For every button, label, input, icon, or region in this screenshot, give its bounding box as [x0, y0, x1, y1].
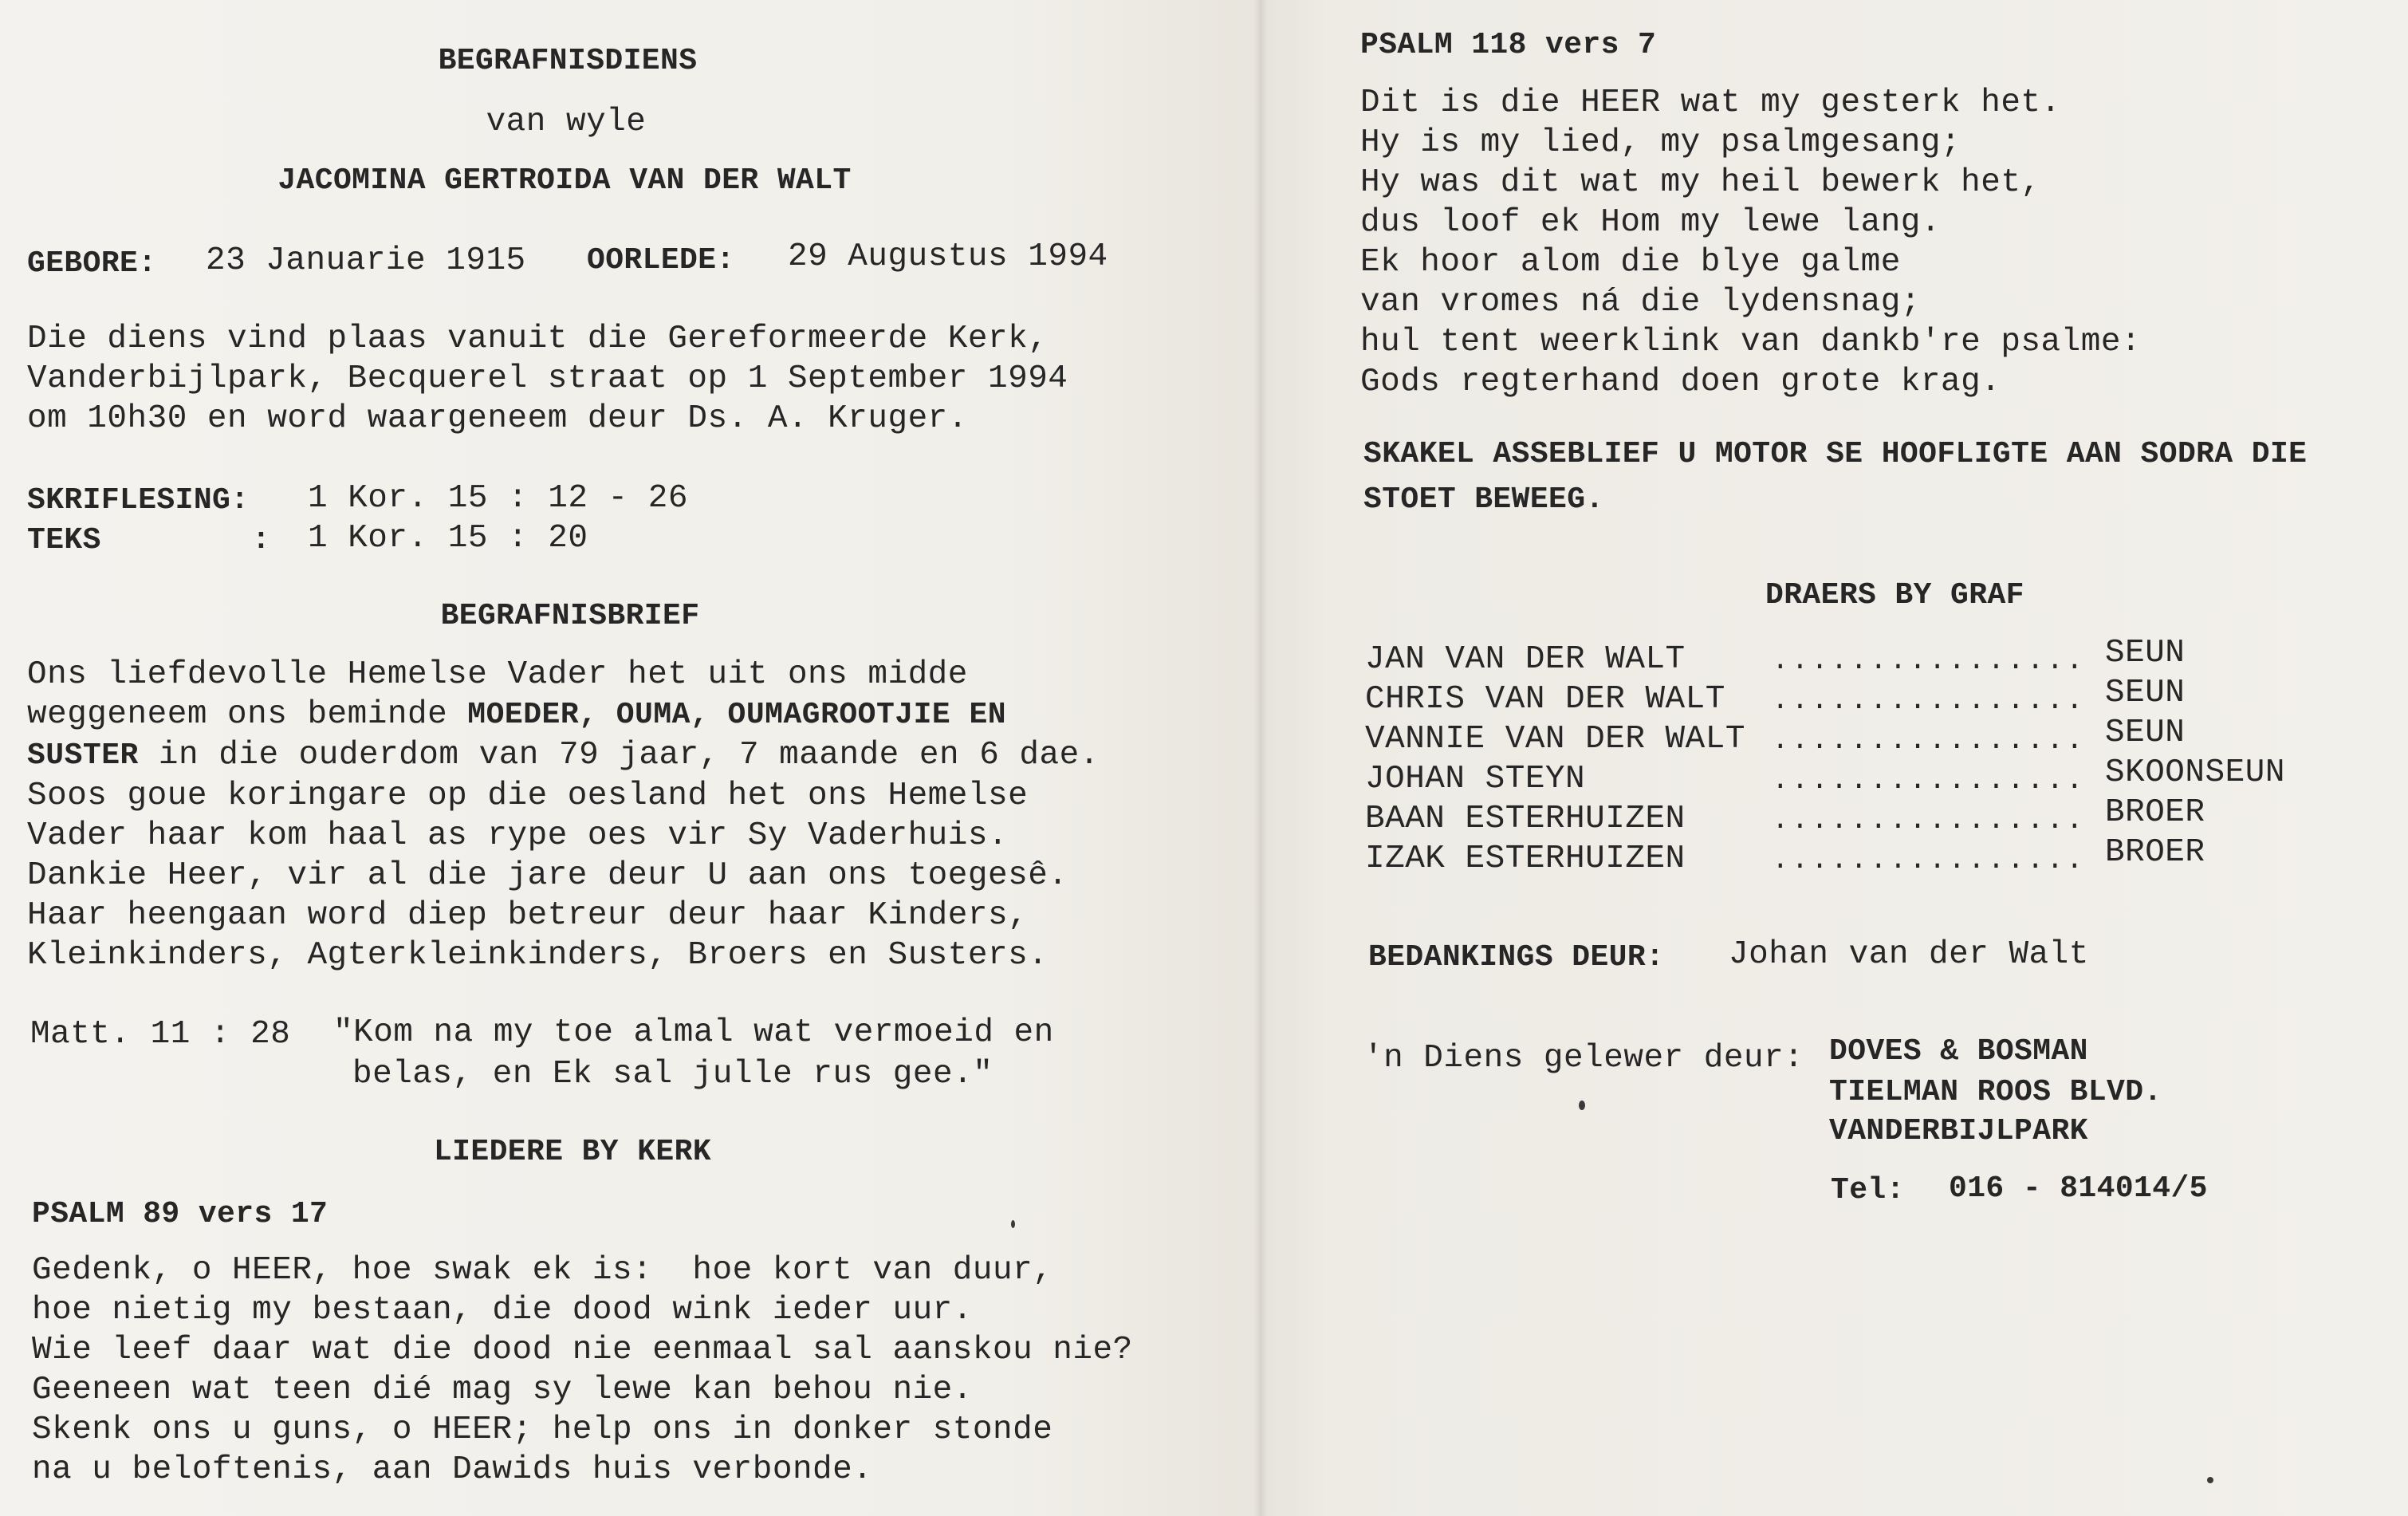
letter-line: Ons liefdevolle Hemelse Vader het uit ons midde — [27, 656, 968, 693]
verse-reference: Matt. 11 : 28 — [30, 1016, 291, 1053]
undertaker-name: DOVES & BOSMAN — [1829, 1034, 2088, 1069]
psalm-line: Wie leef daar wat die dood nie eenmaal sal aanskou nie? — [32, 1332, 1133, 1368]
undertaker-street: TIELMAN ROOS BLVD. — [1829, 1075, 2162, 1109]
letter-heading: BEGRAFNISBRIEF — [440, 599, 700, 633]
headlights-notice: SKAKEL ASSEBLIEF U MOTOR SE HOOFLIGTE AAN SODRA DIE — [1363, 437, 2308, 471]
service-line: Vanderbijlpark, Becquerel straat op 1 September 1994 — [27, 360, 1068, 397]
psalm-line: Hy is my lied, my psalmgesang; — [1360, 124, 1961, 161]
psalm-line: hoe nietig my bestaan, die dood wink ieder uur. — [32, 1292, 973, 1329]
funeral-letter — [27, 655, 1100, 975]
songs-heading: LIEDERE BY KERK — [433, 1135, 712, 1169]
verse-line: belas, en Ek sal julle rus gee." — [352, 1056, 993, 1093]
psalm-line: dus loof ek Hom my lewe lang. — [1360, 204, 1942, 241]
bearer-relation: SEUN — [2105, 715, 2186, 751]
dot-leader: ................ — [1772, 804, 2086, 837]
service-by-label: 'n Diens gelewer deur: — [1363, 1040, 1804, 1077]
bearer-names — [1365, 640, 1745, 879]
letter-text: in die ouderdom van 79 jaar, 7 maande en 6 dae. — [138, 737, 1100, 774]
psalm-line: Ek hoor alom die blye galme — [1360, 244, 1901, 281]
paper-speck — [2207, 1477, 2213, 1483]
dot-leader: ................ — [1772, 764, 2086, 797]
letter-text: weggeneem ons beminde — [27, 696, 468, 733]
dot-leader: ................ — [1772, 724, 2086, 757]
psalm-line: Dit is die HEER wat my gesterk het. — [1360, 85, 2061, 121]
service-line: om 10h30 en word waargeneem deur Ds. A. Kruger. — [27, 400, 968, 437]
psalm-line: na u beloftenis, aan Dawids huis verbonde. — [32, 1451, 873, 1488]
bearer-name: BAAN ESTERHUIZEN — [1365, 801, 1686, 837]
bearer-relation: SEUN — [2105, 675, 2186, 711]
bearer-name: JAN VAN DER WALT — [1365, 641, 1686, 678]
letter-emphasis: MOEDER, OUMA, OUMAGROOTJIE EN — [467, 698, 1007, 732]
psalm-heading: PSALM 89 vers 17 — [32, 1197, 329, 1231]
dot-leader: ................ — [1772, 644, 2086, 677]
text-value: 1 Kor. 15 : 20 — [308, 520, 588, 557]
dot-leader: ................ — [1772, 844, 2086, 876]
right-page — [1260, 0, 2408, 1516]
letter-line: Haar heengaan word diep betreur deur haar Kinders, — [27, 897, 1029, 934]
paper-speck — [1579, 1101, 1585, 1110]
paper-speck — [1011, 1220, 1015, 1228]
born-date: 23 Januarie 1915 — [206, 242, 526, 279]
psalm-line: hul tent weerklink van dankb're psalme: — [1360, 324, 2142, 360]
psalm-line: Gedenk, o HEER, hoe swak ek is: hoe kort van duur, — [32, 1252, 1053, 1289]
psalm-text — [1360, 83, 2141, 402]
psalm-line: Skenk ons u guns, o HEER; help ons in donker stonde — [32, 1412, 1053, 1448]
thanks-name: Johan van der Walt — [1729, 936, 2089, 973]
headlights-notice: STOET BEWEEG. — [1363, 482, 1604, 517]
bearer-relation: BROER — [2105, 834, 2205, 871]
letter-emphasis: SUSTER — [27, 738, 139, 773]
letter-line: Vader haar kom haal as rype oes vir Sy Vaderhuis. — [27, 817, 1009, 854]
psalm-line: Gods regterhand doen grote krag. — [1360, 364, 2001, 400]
thanks-label: BEDANKINGS DEUR: — [1368, 940, 1665, 975]
bearer-relation: SEUN — [2105, 635, 2186, 671]
letter-line: Soos goue koringare op die oesland het ons Hemelse — [27, 778, 1029, 814]
bearers-heading: DRAERS BY GRAF — [1765, 578, 2024, 612]
bearer-name: CHRIS VAN DER WALT — [1365, 681, 1725, 718]
letter-line: Kleinkinders, Agterkleinkinders, Broers en Susters. — [27, 937, 1049, 974]
psalm-text — [32, 1250, 1133, 1490]
bearer-name: IZAK ESTERHUIZEN — [1365, 841, 1686, 877]
dot-leader: ................ — [1772, 684, 2086, 717]
reading-label: SKRIFLESING: — [27, 483, 250, 518]
service-line: Die diens vind plaas vanuit die Gereformeerde Kerk, — [27, 321, 1049, 357]
verse-line: "Kom na my toe almal wat vermoeid en — [333, 1014, 1054, 1051]
bearer-name: JOHAN STEYN — [1365, 761, 1586, 797]
service-details — [27, 319, 1068, 439]
died-label: OORLEDE: — [587, 243, 735, 278]
deceased-name: JACOMINA GERTROIDA VAN DER WALT — [277, 163, 852, 198]
service-subtitle: van wyle — [486, 104, 647, 140]
service-title: BEGRAFNISDIENS — [438, 44, 698, 78]
psalm-heading: PSALM 118 vers 7 — [1360, 28, 1657, 62]
letter-line — [27, 735, 1100, 776]
bearer-relation: SKOONSEUN — [2105, 754, 2285, 791]
bearer-relation: BROER — [2105, 794, 2205, 831]
psalm-line: van vromes ná die lydensnag; — [1360, 284, 1921, 321]
bearer-relations — [2105, 633, 2285, 872]
telephone-number: 016 - 814014/5 — [1949, 1171, 2208, 1206]
dot-leaders — [1772, 641, 2086, 880]
psalm-line: Hy was dit wat my heil bewerk het, — [1360, 164, 2041, 201]
text-colon: : — [252, 523, 271, 557]
bearer-name: VANNIE VAN DER WALT — [1365, 721, 1745, 758]
telephone-label: Tel: — [1831, 1173, 1905, 1207]
letter-line: Dankie Heer, vir al die jare deur U aan ons toegesê. — [27, 857, 1068, 894]
died-date: 29 Augustus 1994 — [788, 238, 1108, 275]
psalm-line: Geeneen wat teen dié mag sy lewe kan behou nie. — [32, 1372, 973, 1408]
letter-line — [27, 695, 1100, 735]
born-label: GEBORE: — [27, 246, 157, 281]
reading-value: 1 Kor. 15 : 12 - 26 — [308, 480, 688, 517]
text-label: TEKS — [27, 523, 101, 557]
undertaker-city: VANDERBIJLPARK — [1829, 1114, 2088, 1148]
page-fold — [1253, 0, 1268, 1516]
